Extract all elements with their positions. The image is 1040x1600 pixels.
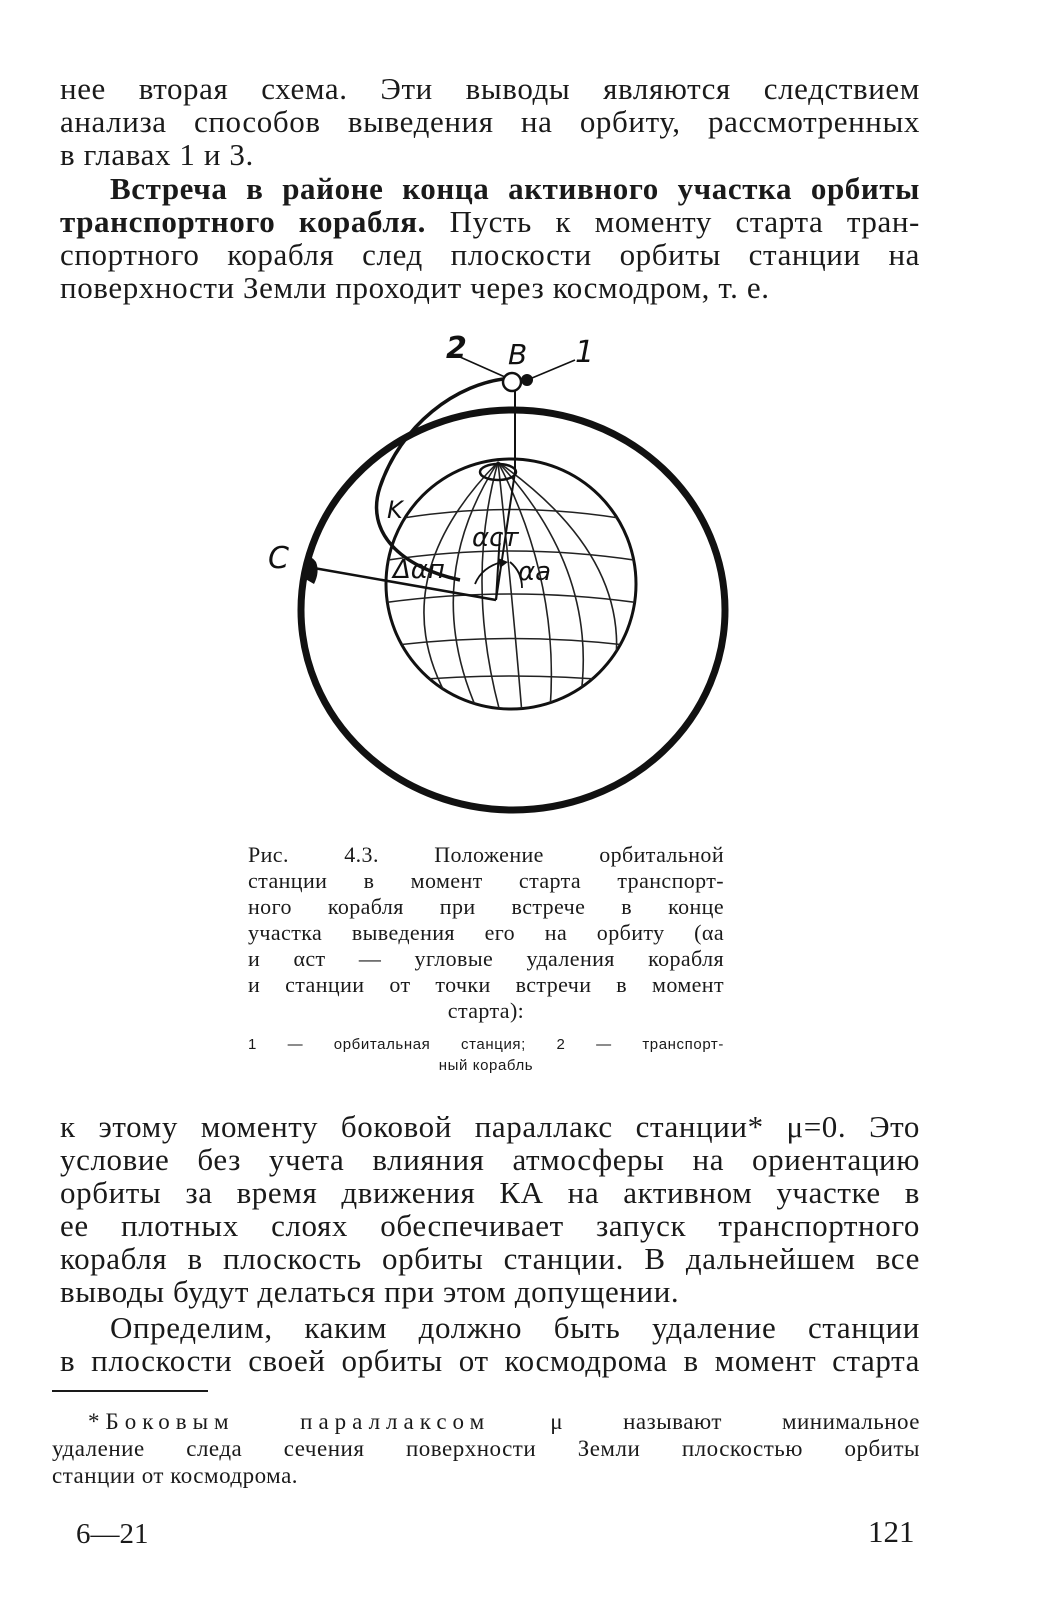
label-1: 1	[575, 335, 595, 370]
top-paragraph	[60, 72, 920, 171]
caption-line: и αст — угловые удаления корабля	[248, 946, 724, 971]
legend-line: ный корабль	[438, 1057, 534, 1074]
leader-line	[532, 360, 575, 378]
signature-mark: 6—21	[76, 1518, 149, 1550]
last-paragraph	[60, 1311, 920, 1377]
footnote-term: *Боковым параллаксом	[88, 1409, 491, 1434]
text-line: в плоскости своей орбиты от космодрома в момент старта	[60, 1343, 920, 1378]
caption-line: участка выведения его на орбиту (αа	[248, 920, 724, 945]
label-2: 2	[446, 331, 467, 366]
text-run: μ называют минимальное	[550, 1409, 920, 1434]
section-paragraph	[60, 172, 920, 304]
figure-legend	[248, 1034, 724, 1076]
legend-line: 1 — орбитальная станция; 2 — транспорт-	[248, 1036, 724, 1053]
section-heading-cont: транспортного корабля.	[60, 204, 427, 239]
text-line: поверхности Земли проходит через космодром, т. е.	[60, 270, 770, 305]
label-alpha-st: αст	[472, 523, 519, 553]
text-line	[60, 205, 920, 238]
text-line: условие без учета влияния атмосферы на ориентацию	[60, 1142, 920, 1177]
footnote-rule	[52, 1390, 208, 1392]
text-line: ее плотных слоях обеспечивает запуск транспортного	[60, 1208, 920, 1243]
label-k: K	[387, 496, 403, 524]
text-line: корабля в плоскость орбиты станции. В дальнейшем все	[60, 1241, 920, 1276]
caption-line: ного корабля при встрече в конце	[248, 894, 724, 919]
label-c: C	[268, 541, 289, 576]
text-line: к этому моменту боковой параллакс станции* μ=0. Это	[60, 1109, 920, 1144]
label-b: B	[508, 338, 528, 371]
text-line: в главах 1 и 3.	[60, 137, 254, 172]
text-line: Определим, каким должно быть удаление станции	[110, 1310, 920, 1345]
caption-line: старта):	[447, 998, 525, 1023]
footnote-line: удаление следа сечения поверхности Земли плоскостью орбиты	[52, 1436, 920, 1461]
label-alpha-a: αа	[518, 557, 552, 587]
station-marker	[521, 374, 533, 386]
figure-caption	[248, 842, 724, 1024]
caption-line: и станции от точки встречи в момент	[248, 972, 724, 997]
orbit-figure	[250, 322, 770, 822]
text-line: выводы будут делаться при этом допущении.	[60, 1274, 680, 1309]
page-number: 121	[868, 1514, 915, 1549]
text-line: нее вторая схема. Эти выводы являются следствием	[60, 71, 920, 106]
caption-line: станции в момент старта транспорт-	[248, 868, 724, 893]
text-line: спортного корабля след плоскости орбиты станции на	[60, 237, 920, 272]
caption-line: Рис. 4.3. Положение орбитальной	[248, 842, 724, 867]
footnote	[52, 1408, 920, 1489]
text-line: орбиты за время движения КА на активном участке в	[60, 1175, 920, 1210]
text-run: Пусть к моменту старта тран-	[449, 204, 920, 239]
bottom-paragraph	[60, 1110, 920, 1308]
footnote-line	[52, 1408, 920, 1435]
text-line	[60, 172, 920, 205]
label-delta-alpha-p: Δαп	[393, 555, 445, 585]
meeting-point-b	[503, 373, 521, 391]
section-heading: Встреча в районе конца активного участка орбиты	[110, 171, 920, 206]
text-line: анализа способов выведения на орбиту, рассмотренных	[60, 104, 920, 139]
footnote-line: станции от космодрома.	[52, 1463, 299, 1488]
